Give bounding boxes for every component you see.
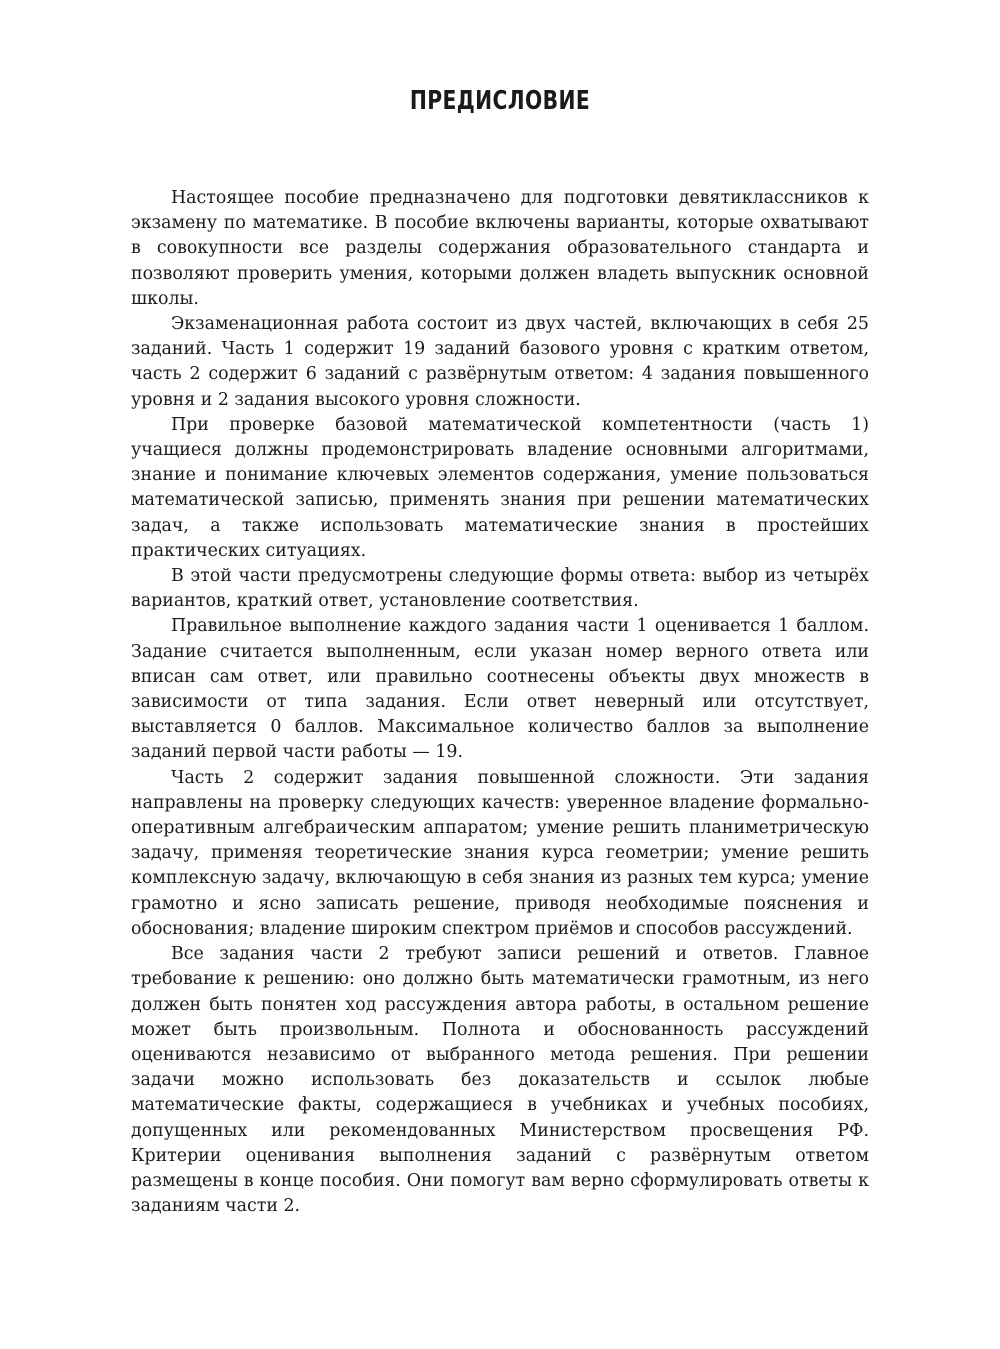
paragraph-part2-description: Часть 2 содержит задания повышенной сложности. Эти задания направлены на проверку следующих качеств: уверенное владение формально-оперативным алгебраическим аппаратом; умение решить планиметрическую задачу, применяя теоретические знания курса геометрии; умение решить комплексную задачу, включающую в себя знания из разных тем курса; умение грамотно и ясно записать решение, приводя необходимые пояснения и обоснования; владение широким спектром приёмов и способов рассуждений. [131,767,869,939]
paragraph-part2-requirements: Все задания части 2 требуют записи решений и ответов. Главное требование к решению: оно должно быть математически грамотным, из него должен быть понятен ход рассуждения автора работы, в остальном решение может быть произвольным. Полнота и обоснованность рассуждений оцениваются независимо от выбранного метода решения. При решении задачи можно использовать без доказательств и ссылок любые математические факты, содержащиеся в учебниках и учебных пособиях, допущенных или рекомендованных Министерством просвещения РФ. Критерии оценивания выполнения заданий с развёрнутым ответом размещены в конце пособия. Они помогут вам верно сформулировать ответы к заданиям части 2. [131,944,869,1217]
page-title: ПРЕДИСЛОВИЕ [409,86,591,116]
paragraph-part1-competence: При проверке базовой математической компетентности (часть 1) учащиеся должны продемонстрировать владение основными алгоритмами, знание и понимание ключевых элементов содержания, умение пользоваться математической записью, применять знания при решении математических задач, а также использовать математические знания в простейших практических ситуациях. [131,414,869,561]
body-text [131,186,869,1219]
paragraph-part1-scoring: Правильное выполнение каждого задания части 1 оценивается 1 баллом. Задание считается выполненным, если указан номер верного ответа или вписан сам ответ, или правильно соотнесены объекты двух множеств в зависимости от типа задания. Если ответ неверный или отсутствует, выставляется 0 баллов. Максимальное количество баллов за выполнение заданий первой части работы — 19. [131,616,869,763]
paragraph-intro: Настоящее пособие предназначено для подготовки девятиклассников к экзамену по математике. В пособие включены варианты, которые охватывают в совокупности все разделы содержания образовательного стандарта и позволяют проверить умения, которыми должен владеть выпускник основной школы. [131,188,869,309]
paragraph-answer-forms: В этой части предусмотрены следующие формы ответа: выбор из четырёх вариантов, краткий ответ, установление соответствия. [131,566,869,612]
paragraph-exam-structure: Экзаменационная работа состоит из двух частей, включающих в себя 25 заданий. Часть 1 содержит 19 заданий базового уровня с кратким ответом, часть 2 содержит 6 заданий с развёрнутым ответом: 4 задания повышенного уровня и 2 задания высокого уровня сложности. [131,314,869,410]
